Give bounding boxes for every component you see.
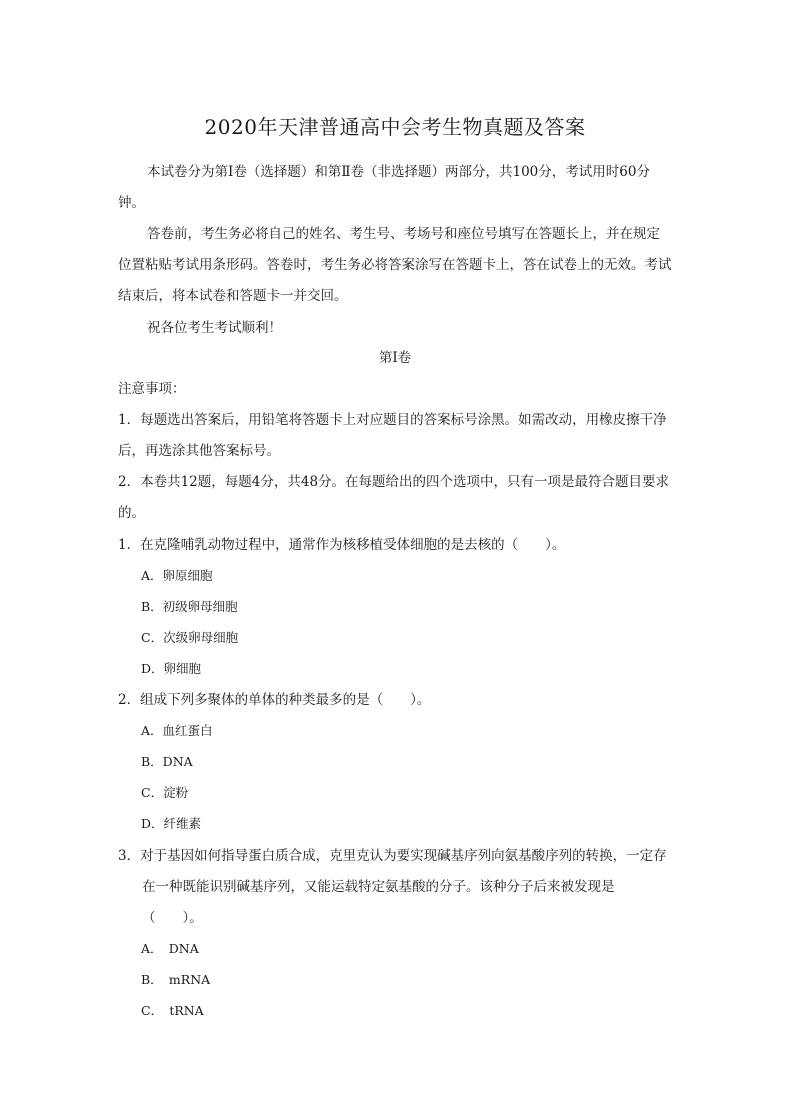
question-3-option-c: C． tRNA [141,1003,204,1018]
question-1-option-d: D．卵细胞 [141,661,202,676]
question-1-stem: 1．在克隆哺乳动物过程中，通常作为核移植受体细胞的是去核的（ ）。 [118,537,566,553]
intro-paragraph-1: 本试卷分为第Ⅰ卷（选择题）和第Ⅱ卷（非选择题）两部分，共100分，考试用时60分钟。 [118,164,650,211]
question-2-option-d: D．纤维素 [141,816,202,831]
question-1-option-a: A．卵原细胞 [141,568,213,583]
question-1-option-c: C．次级卵母细胞 [141,630,239,645]
intro-paragraph-3: 祝各位考生考试顺利！ [147,320,282,336]
intro-paragraph-2: 答卷前，考生务必将自己的姓名、考生号、考场号和座位号填写在答题长上，并在规定位置粘贴考试用条形码。答卷时，考生务必将答案涂写在答题卡上，答在试卷上的无效。考试结束后，将本试卷和答题卡一并交回。 [118,226,672,304]
question-2-option-b: B．DNA [141,754,193,769]
question-2-option-c: C．淀粉 [141,785,189,800]
question-2-stem: 2．组成下列多聚体的单体的种类最多的是（ ）。 [118,692,431,708]
section-title: 第Ⅰ卷 [378,350,412,366]
note-item-1: 1．每题选出答案后，用铅笔将答题卡上对应题目的答案标号涂黑。如需改动，用橡皮擦干净后，再选涂其他答案标号。 [118,412,667,459]
question-3-option-a: A． DNA [141,941,199,956]
question-1-option-b: B．初级卵母细胞 [141,599,238,614]
question-3-stem: 3．对于基因如何指导蛋白质合成，克里克认为要实现碱基序列向氨基酸序列的转换，一定存在一种既能识别碱基序列，又能运载特定氨基酸的分子。该种分子后来被发现是（ ）。 [118,848,667,926]
notes-heading: 注意事项： [118,381,186,397]
document-title: 2020年天津普通高中会考生物真题及答案 [204,115,586,139]
question-3-option-b: B． mRNA [141,972,211,987]
note-item-2: 2．本卷共12题，每题4分，共48分。在每题给出的四个选项中，只有一项是最符合题目要求的。 [118,474,670,521]
question-2-option-a: A．血红蛋白 [141,723,213,738]
